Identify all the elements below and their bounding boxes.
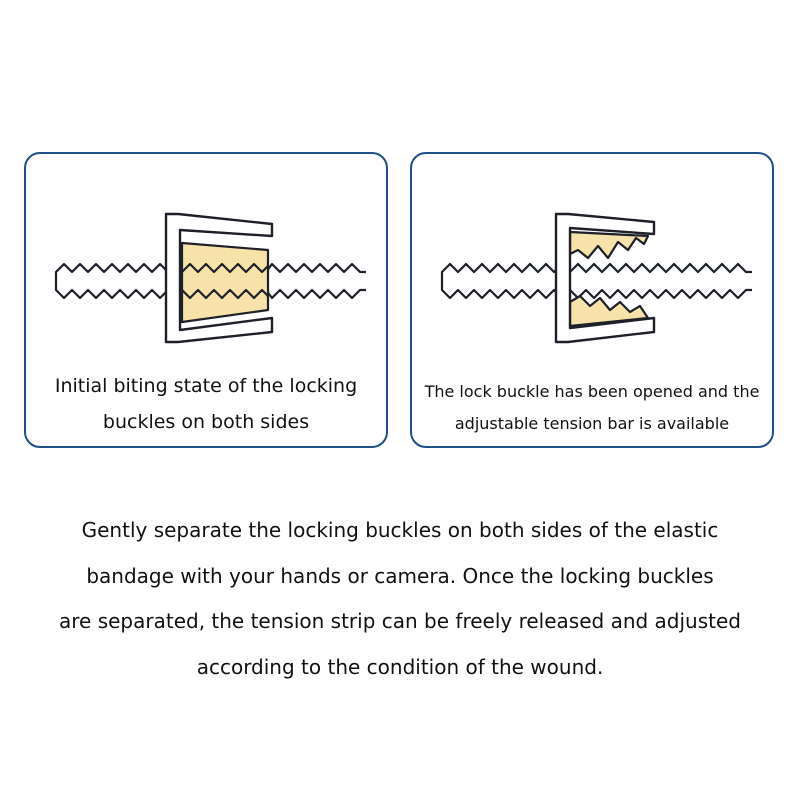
caption-initial-state: Initial biting state of the locking buckles on both sides xyxy=(54,375,358,433)
tension-strip-right-icon xyxy=(266,264,366,298)
opened-buckle-illustration xyxy=(422,206,762,356)
caption-opened-state: The lock buckle has been opened and the adjustable tension bar is available xyxy=(424,382,760,433)
buckle-top-tooth-icon xyxy=(570,232,648,258)
locked-buckle-illustration xyxy=(36,206,376,356)
buckle-insert-icon xyxy=(182,243,268,322)
instruction-text: Gently separate the locking buckles on both sides of the elastic bandage with your hands or camera. Once the locking buckles are separated, the tension strip can be freely released and adjusted according to the condition of the wound. xyxy=(59,518,741,679)
panel-opened-state xyxy=(410,152,774,448)
tension-strip-left-icon xyxy=(56,264,182,298)
panel-initial-state xyxy=(24,152,388,448)
tension-strip-full-icon xyxy=(442,264,752,298)
